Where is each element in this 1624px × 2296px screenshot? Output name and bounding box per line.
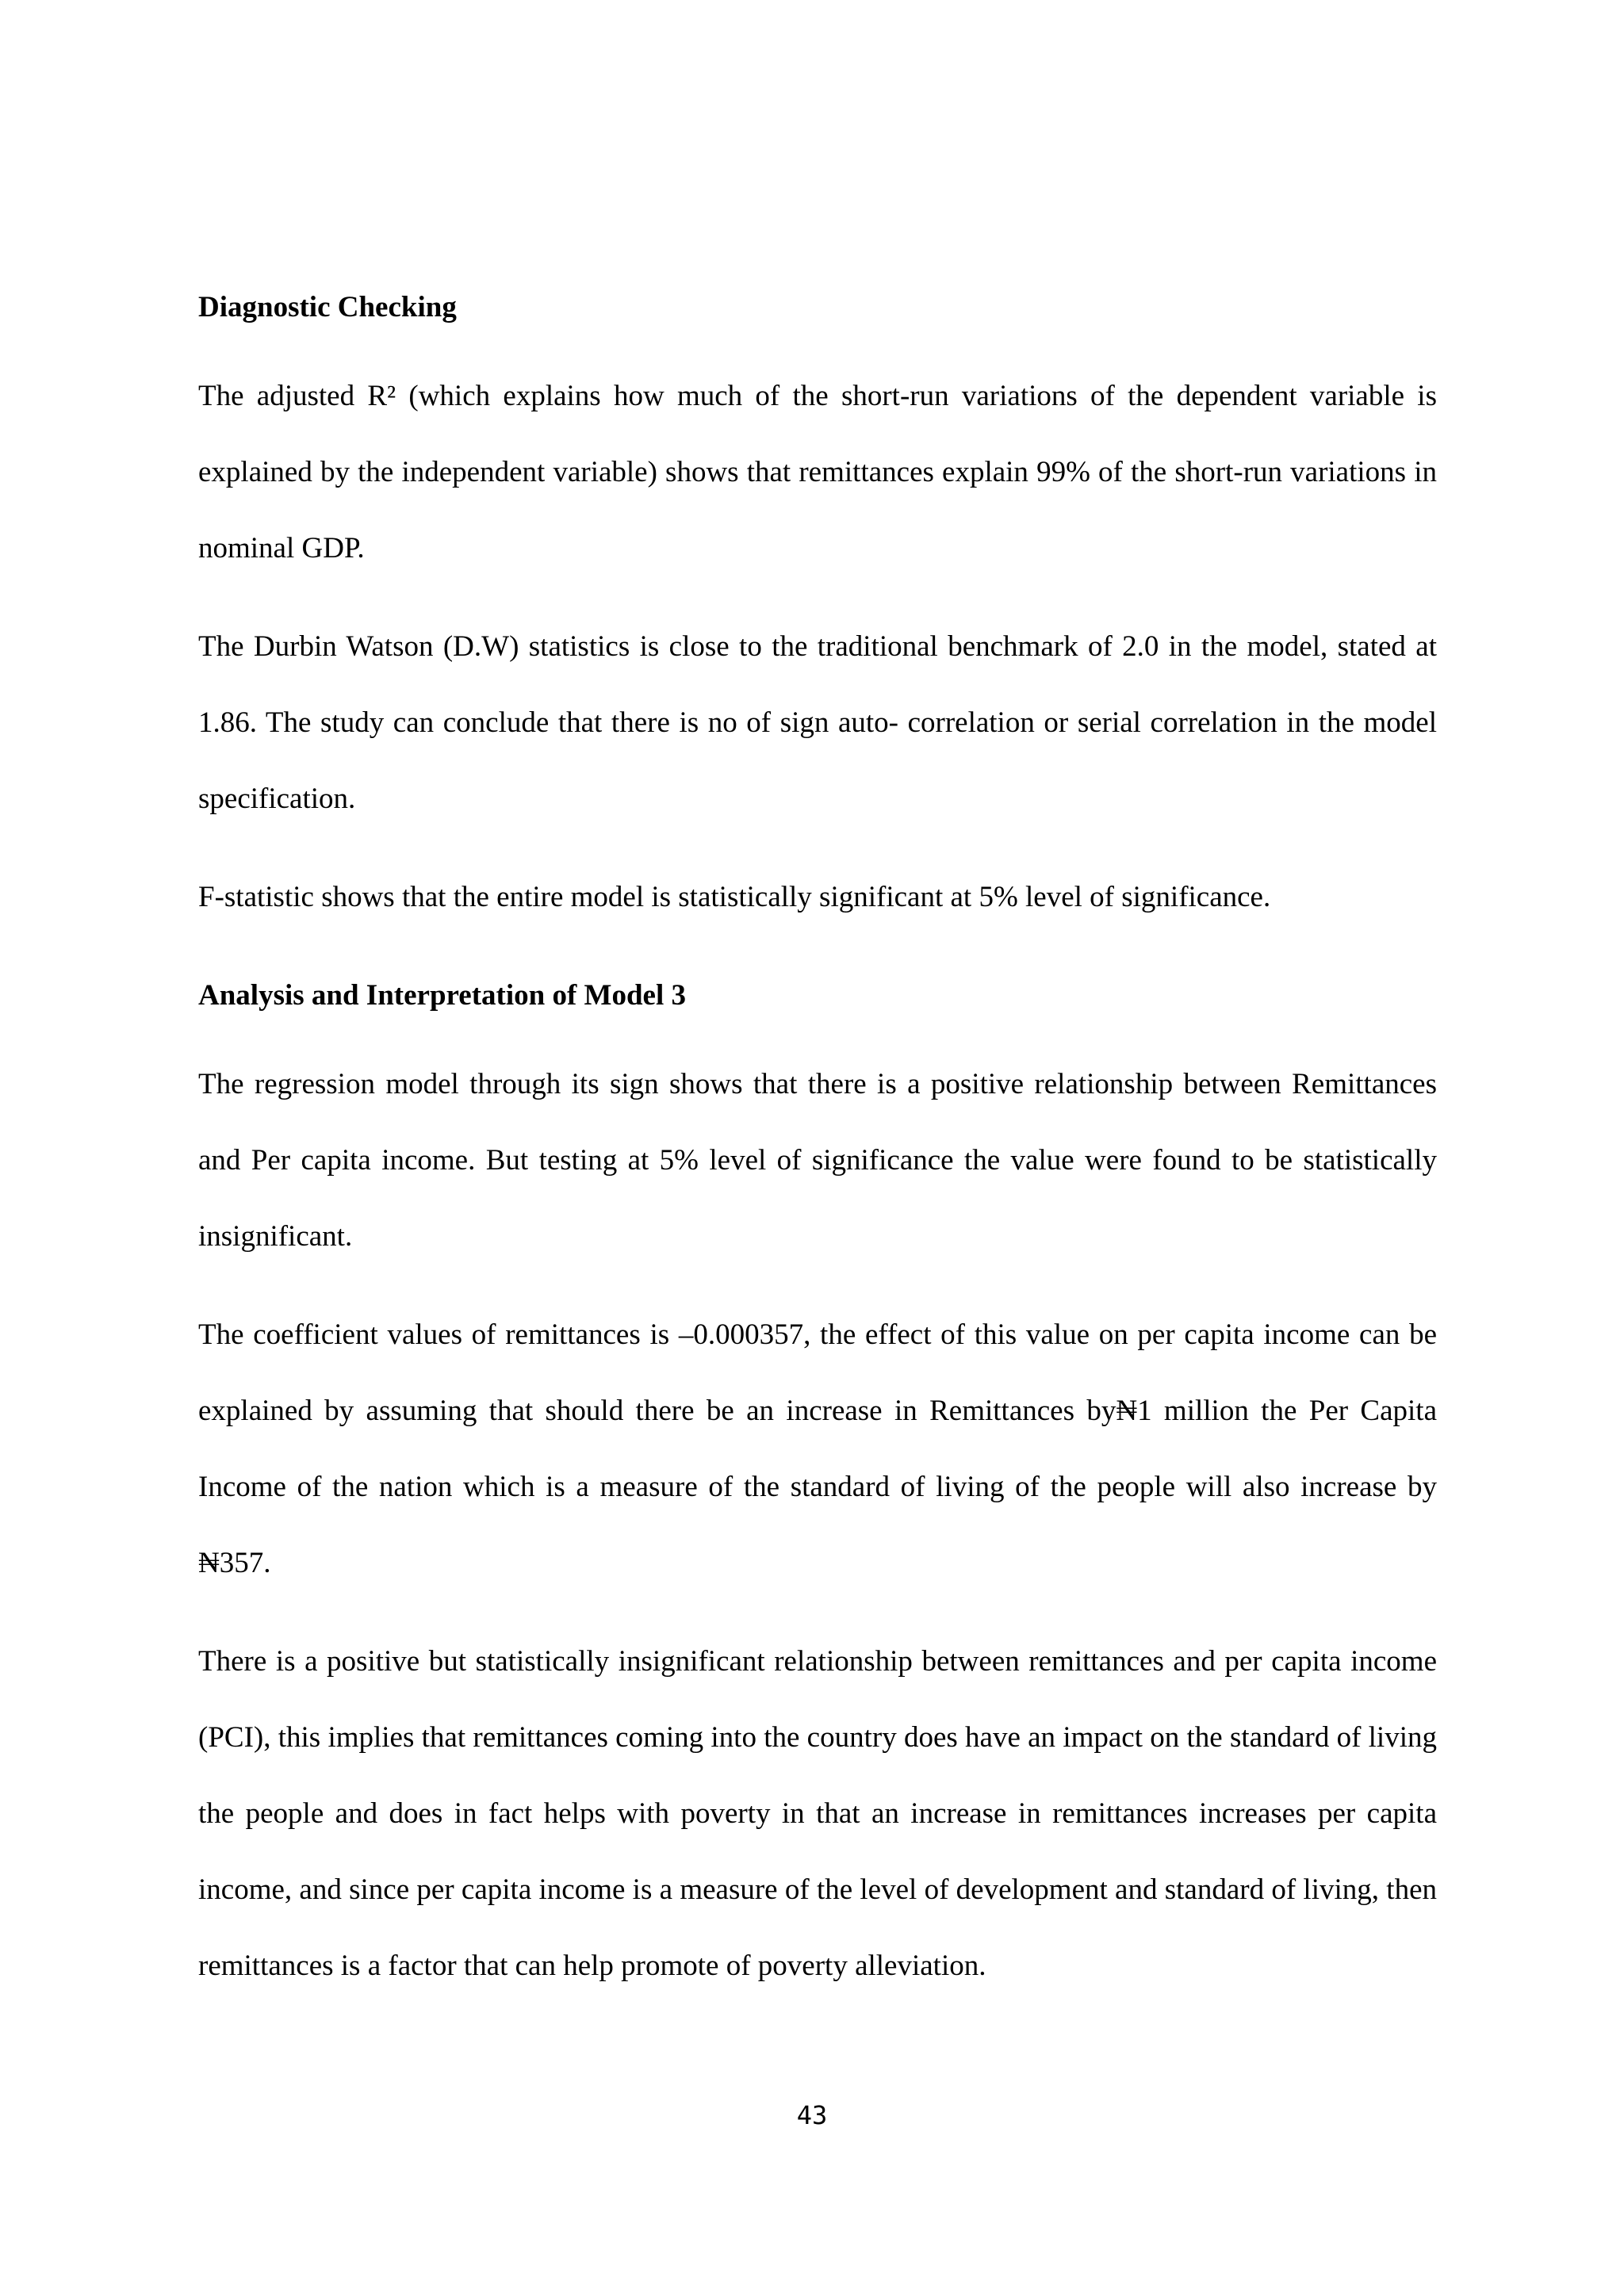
paragraph-regression-model: The regression model through its sign shows that there is a positive relationship between Remittances and Per capita income. But testing at 5% level of significance the value were found to be statistically insignificant. xyxy=(198,1068,1437,1253)
paragraph-coefficient-values: The coefficient values of remittances is –0.000357, the effect of this value on per capita income can be explained by assuming that should there be an increase in Remittances by₦1 million the Per Capita Income of the nation which is a measure of the standard of living of the people will also increase by ₦357. xyxy=(198,1318,1437,1579)
page-number: 43 xyxy=(796,2100,828,2130)
paragraph-adjusted-r2: The adjusted R² (which explains how much of the short-run variations of the dependent variable is explained by the independent variable) shows that remittances explain 99% of the short-run variations in nominal GDP. xyxy=(198,380,1437,564)
paragraph-f-statistic: F-statistic shows that the entire model is statistically significant at 5% level of significance. xyxy=(198,881,1271,913)
paragraph-durbin-watson: The Durbin Watson (D.W) statistics is close to the traditional benchmark of 2.0 in the model, stated at 1.86. The study can conclude that there is no of sign auto- correlation or serial correlation in the model specification. xyxy=(198,630,1437,815)
paragraph-positive-relationship: There is a positive but statistically insignificant relationship between remittances and per capita income (PCI), this implies that remittances coming into the country does have an impact on the standard of living the people and does in fact helps with poverty in that an increase in remittances increases per capita income, and since per capita income is a measure of the level of development and standard of living, then remittances is a factor that can help promote of poverty alleviation. xyxy=(198,1645,1437,1982)
document-page xyxy=(198,292,1437,2004)
section-heading-diagnostic-checking: Diagnostic Checking xyxy=(198,291,457,323)
section-heading-analysis-model-3: Analysis and Interpretation of Model 3 xyxy=(198,979,686,1012)
